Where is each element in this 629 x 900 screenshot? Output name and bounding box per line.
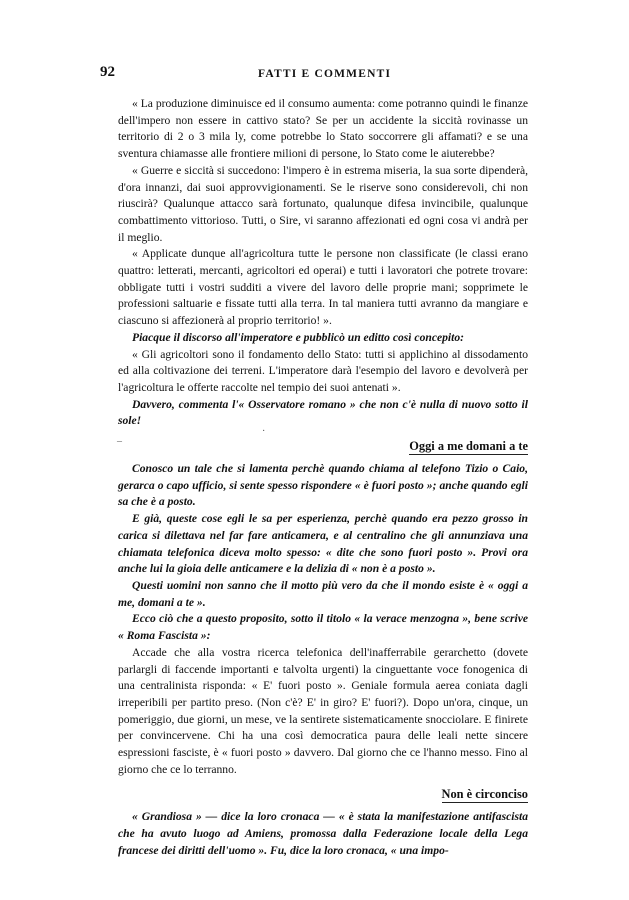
italic-paragraph: « Grandiosa » — dice la loro cronaca — « è stata la manifestazione antifascista che ha avuto luogo ad Amiens, promossa dalla Federazione locale della Lega francese dei diritti dell'uomo ». Fu, dice la loro cronaca, « una impo- [118,810,528,857]
running-title: FATTI E COMMENTI [258,68,392,80]
italic-paragraph: E già, queste cose egli le sa per esperienza, perchè quando era pezzo grosso in carica si dilettava nel far fare anticamera, e al centralino che gli annunziava una chiamata telefonica diceva molto spesso: « dite che sono fuori posto ». Provi ora anche lui la gioia delle anticamere e la delizia di « non è a posto ». [118,512,528,576]
section-heading-text: Non è circonciso [441,787,528,802]
paragraph: « Guerre e siccità si succedono: l'impero è in estrema miseria, la sua sorte dipenderà, d'ora innanzi, dai suoi approvvigionamenti. Se le riserve sono considerevoli, chi non riuscirà? Qualunque attacco sarà fortunato, qualunque difesa invincibile, qualunque combattimento vittorioso. Tutti, o Sire, vi saranno affezionati ed ogni cosa vi andrà per il meglio. [118,163,528,244]
page-number: 92 [100,64,115,80]
italic-paragraph: Piacque il discorso all'imperatore e pubblicò un editto così concepito: [132,330,465,344]
stray-dot-mark: · [262,426,266,437]
section-heading [118,438,528,455]
body-text [118,96,528,860]
italic-paragraph: Questi uomini non sanno che il motto più vero da che il mondo esiste è « oggi a me, domani a te ». [118,578,528,609]
quoted-paragraph: Accade che alla vostra ricerca telefonica dell'inafferrabile gerarchetto (dovete parlargli di faccende importanti e talvolta urgenti) la cinguettante voce fonogenica di una centralinista risponda: « E' fuori posto ». Geniale formula aerea coniata dagli irreperibili per partito preso. (Non c'è? E' in giro? E' fuori?). Dopo un'ora, cinque, un pomeriggio, due giorni, un mese, ve la sentirete sistematicamente snocciolare. E finirete per convincervene. Chi ha una così democratica paura delle leali nette sincere espressioni fasciste, è « fuori posto » davvero. Dal giorno che ce l'hanno messo. Fino al giorno che ce lo terranno. [118,645,528,776]
italic-paragraph: Ecco ciò che a questo proposito, sotto il titolo « la verace menzogna », bene scrive « Roma Fascista »: [118,612,528,643]
paragraph: « La produzione diminuisce ed il consumo aumenta: come potranno quindi le finanze dell'impero non essere in cattivo stato? Se per un accidente la siccità rovinasse un territorio di 2 o 3 mila ly, come potrebbe lo Stato soccorrere gli affamati? e se una sventura chiamasse alle frontiere milioni di persone, lo Stato come le aiuterebbe? [118,97,529,161]
paragraph: « Applicate dunque all'agricoltura tutte le persone non classificate (le classi erano quattro: letterati, mercanti, agricoltori ed operai) e tutti i lavoratori che potrete trovare: obbligate tutti i vostri sudditi a vivere del lavoro delle proprie mani; sopprimete le professioni saltuarie e fissate tutti alla terra. In tal maniera tutti avranno da mangiare e ciascuno si affezionerà al proprio territorio! ». [118,247,528,328]
italic-paragraph: Conosco un tale che si lamenta perchè quando chiama al telefono Tizio o Caio, gerarca o capo ufficio, si sente spesso rispondere « è fuori posto »; anche quando egli sa che è a posto. [118,462,528,509]
paragraph: « Gli agricoltori sono il fondamento dello Stato: tutti si applichino al dissodamento ed alla coltivazione dei terreni. L'imperatore darà l'esempio del lavoro e devolverà per l'agricoltura le offerte raccolte nel tempio dei suoi antenati ». [118,347,528,394]
section-heading-text: Oggi a me domani a te [409,439,528,454]
section-heading [118,786,528,803]
stray-dash-mark: – [117,436,122,447]
italic-paragraph: Davvero, commenta l'« Osservatore romano » che non c'è nulla di nuovo sotto il sole! [118,397,528,428]
